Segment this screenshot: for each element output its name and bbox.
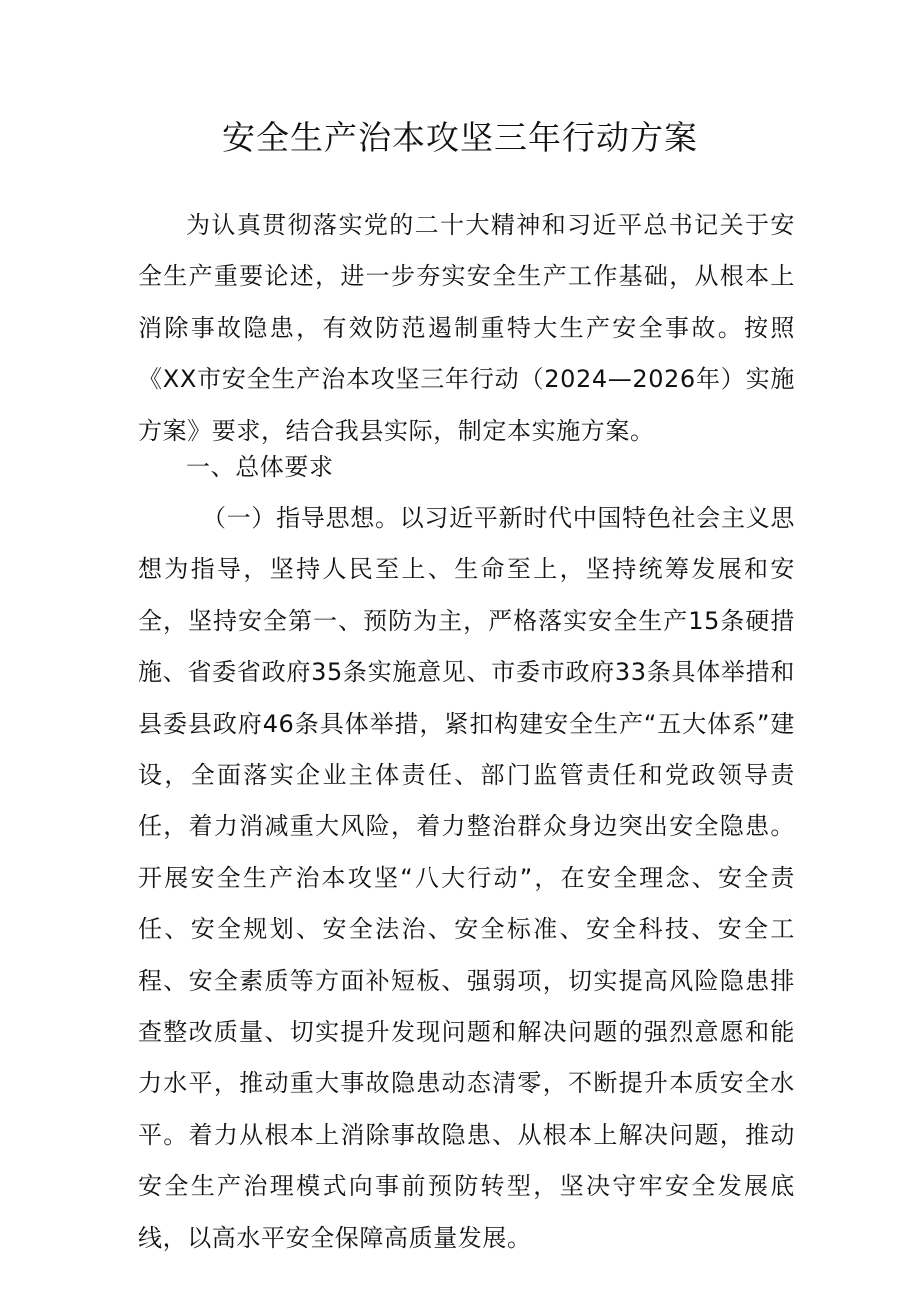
document-title: 安全生产治本攻坚三年行动方案	[222, 118, 698, 157]
section-heading: 一、总体要求	[186, 453, 334, 481]
intro-paragraph: 为认真贯彻落实党的二十大精神和习近平总书记关于安全生产重要论述，进一步夯实安全生产工作基础，从根本上消除事故隐患，有效防范遏制重特大生产安全事故。按照《XX市安全生产治本攻坚三年行动（2024—2026年）实施方案》要求，结合我县实际，制定本实施方案。	[138, 211, 795, 445]
guiding-ideology-paragraph: （一）指导思想。以习近平新时代中国特色社会主义思想为指导，坚持人民至上、生命至上，坚持统筹发展和安全，坚持安全第一、预防为主，严格落实安全生产15条硬措施、省委省政府35条实施意见、市委市政府33条具体举措和县委县政府46条具体举措，紧扣构建安全生产“五大体系”建设，全面落实企业主体责任、部门监管责任和党政领导责任，着力消减重大风险，着力整治群众身边突出安全隐患。开展安全生产治本攻坚“八大行动”，在安全理念、安全责任、安全规划、安全法治、安全标准、安全科技、安全工程、安全素质等方面补短板、强弱项，切实提高风险隐患排查整改质量、切实提升发现问题和解决问题的强烈意愿和能力水平，推动重大事故隐患动态清零，不断提升本质安全水平。着力从根本上消除事故隐患、从根本上解决问题，推动安全生产治理模式向事前预防转型，坚决守牢安全发展底线，以高水平安全保障高质量发展。	[138, 504, 795, 1252]
